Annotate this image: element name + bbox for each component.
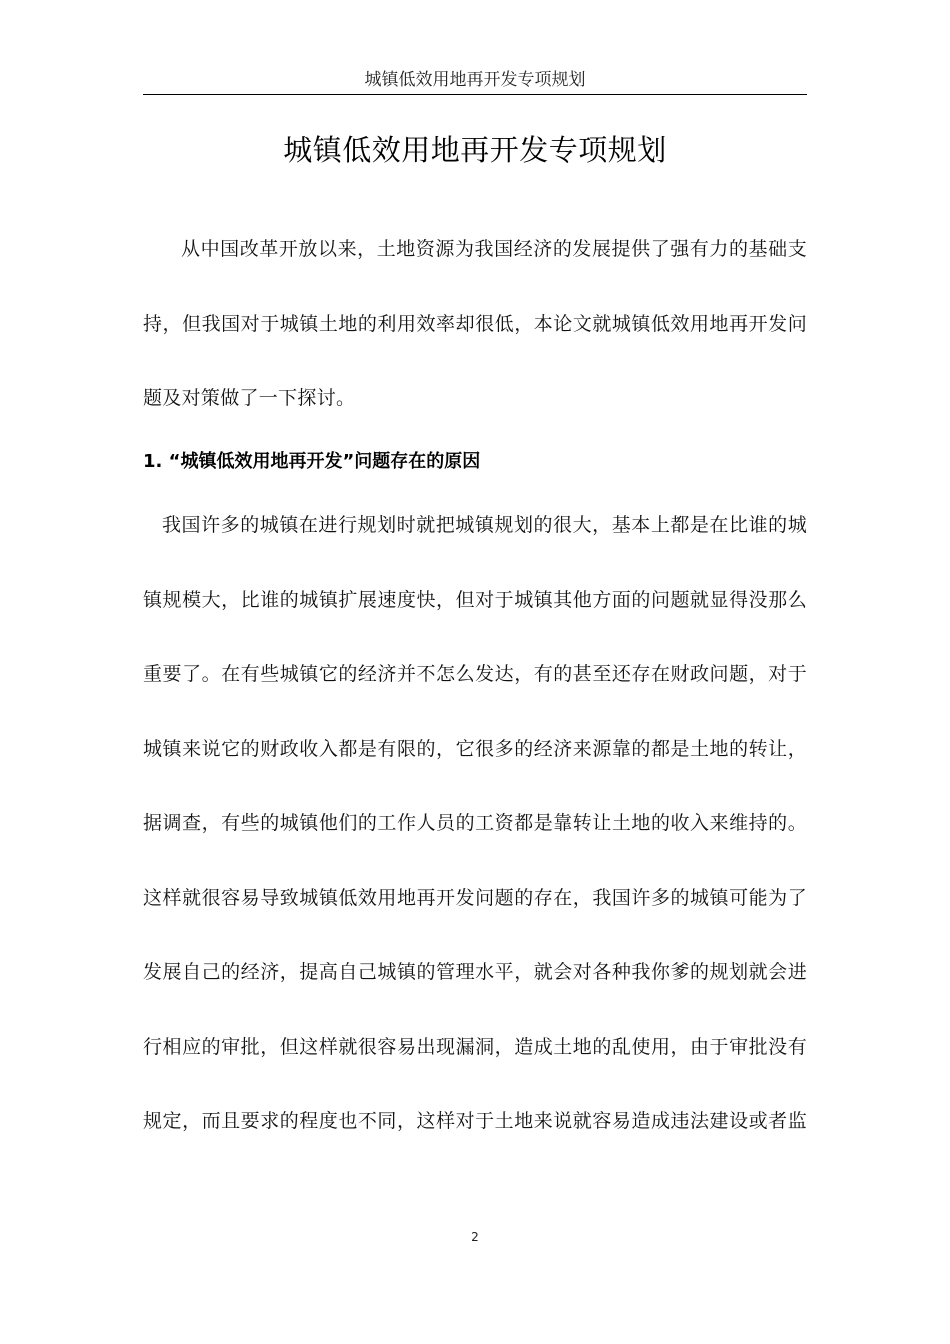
intro-paragraph [143,212,807,436]
page-number: 2 [471,1230,479,1244]
paragraph-line: 题及对策做了一下探讨。 [143,387,356,409]
header-rule [143,94,807,95]
paragraph-line: 持，但我国对于城镇土地的利用效率却很低，本论文就城镇低效用地再开发问 [143,312,807,335]
section-heading: 1. “城镇低效用地再开发”问题存在的原因 [143,451,481,472]
paragraph-line: 从中国改革开放以来，土地资源为我国经济的发展提供了强有力的基础支 [181,238,807,260]
paragraph-line: 我国许多的城镇在进行规划时就把城镇规划的很大，基本上都是在比谁的城 [162,514,807,536]
document-title: 城镇低效用地再开发专项规划 [283,133,667,167]
running-header: 城镇低效用地再开发专项规划 [364,70,586,90]
paragraph-line: 重要了。在有些城镇它的经济并不怎么发达，有的甚至还存在财政问题，对于 [143,663,807,685]
paragraph-line: 据调查，有些的城镇他们的工作人员的工资都是靠转让土地的收入来维持的。 [143,812,807,834]
paragraph-line: 镇规模大，比谁的城镇扩展速度快，但对于城镇其他方面的问题就显得没那么 [143,588,807,611]
paragraph-line: 城镇来说它的财政收入都是有限的，它很多的经济来源靠的都是土地的转让， [143,737,807,760]
paragraph-line: 这样就很容易导致城镇低效用地再开发问题的存在，我国许多的城镇可能为了 [143,886,807,909]
paragraph-line: 规定，而且要求的程度也不同，这样对于土地来说就容易造成违法建设或者监 [143,1110,807,1132]
paragraph-line: 发展自己的经济，提高自己城镇的管理水平，就会对各种我你爹的规划就会进 [143,961,807,983]
paragraph-line: 行相应的审批，但这样就很容易出现漏洞，造成土地的乱使用，由于审批没有 [143,1035,807,1058]
section-paragraph [143,488,807,1159]
